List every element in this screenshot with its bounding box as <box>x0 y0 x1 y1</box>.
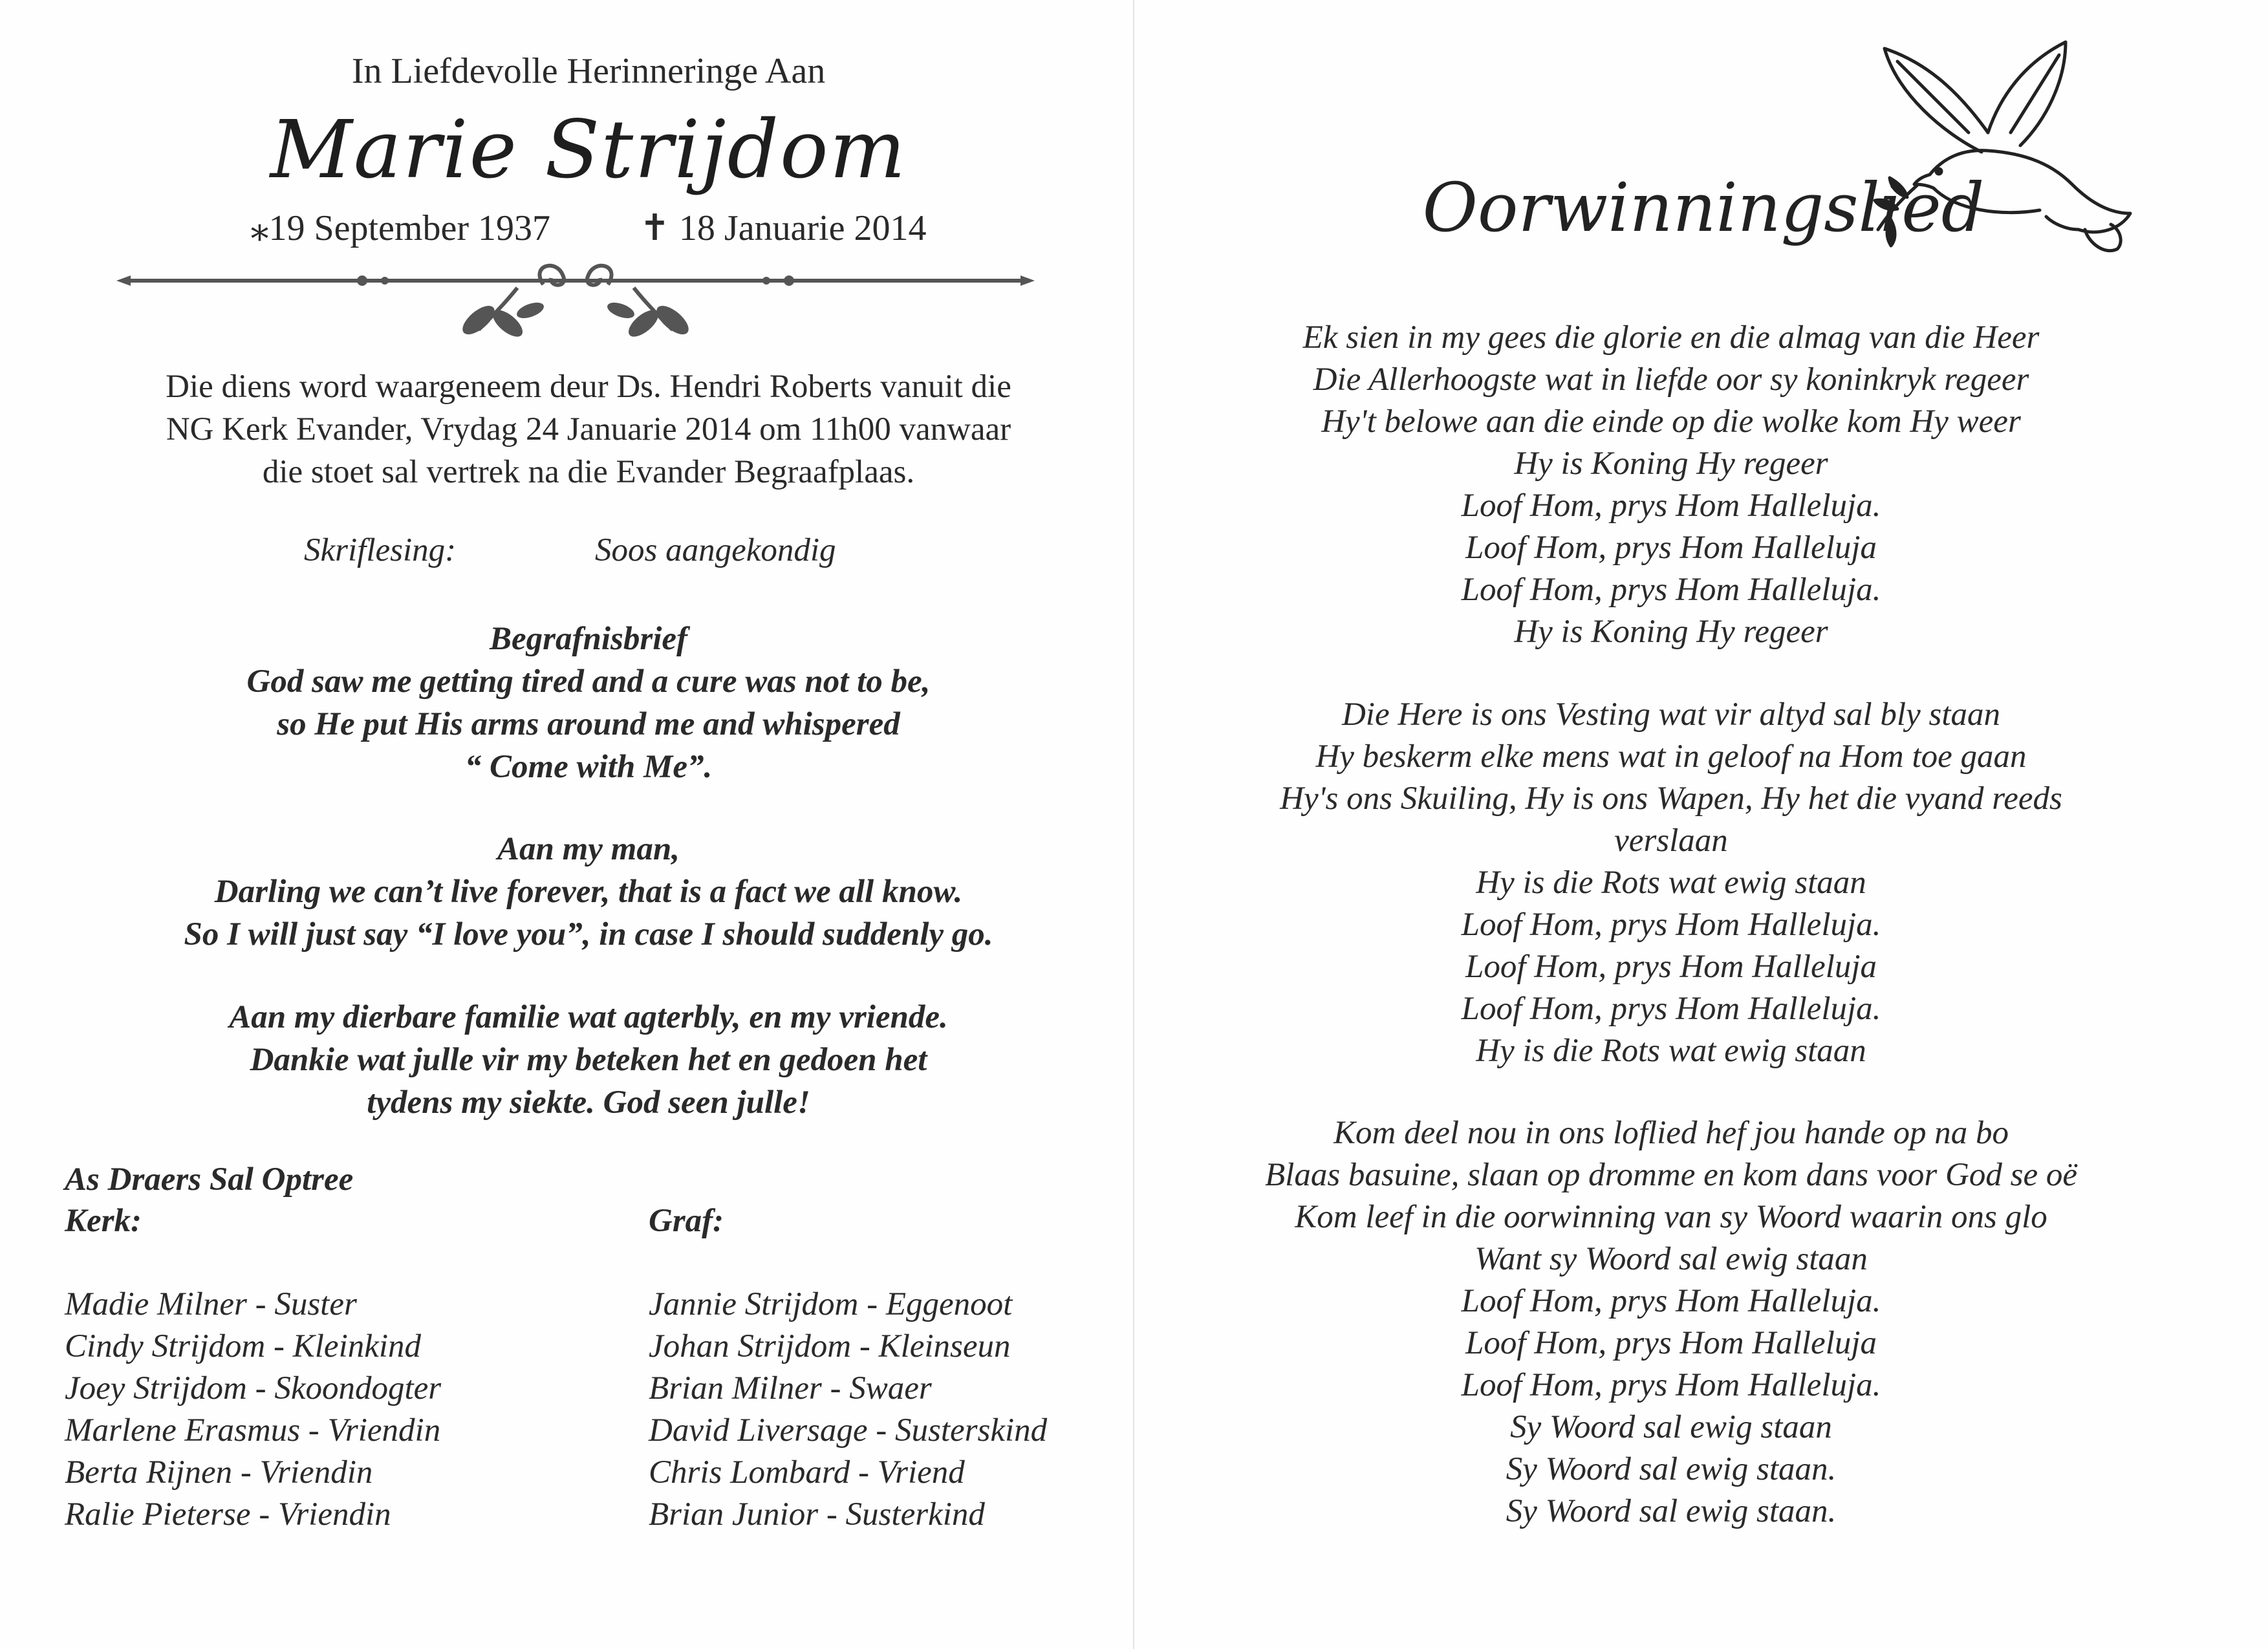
lyric-line: Hy is Koning Hy regeer <box>1514 446 1828 482</box>
pallbearers-title: As Draers Sal Optree <box>65 1161 354 1198</box>
grave-title: Graf: <box>649 1203 724 1239</box>
lyric-line: Hy't belowe aan die einde op die wolke kom Hy weer <box>1321 404 2021 440</box>
lyric-line: Sy Woord sal ewig staan. <box>1506 1493 1837 1529</box>
service-line: die stoet sal vertrek na die Evander Begraafplaas. <box>262 454 915 490</box>
birth-date: ⁎19 September 1937 <box>250 208 550 248</box>
list-item: Berta Rijnen - Vriendin <box>65 1454 373 1491</box>
lyric-line: Kom leef in die oorwinning van sy Woord waarin ons glo <box>1295 1199 2047 1235</box>
lyric-line: Loof Hom, prys Hom Halleluja. <box>1461 572 1881 608</box>
lyric-line: Hy's ons Skuiling, Hy is ons Wapen, Hy het die vyand reeds <box>1280 781 2062 817</box>
poem-line: Aan my man, <box>497 831 680 867</box>
poem-line: So I will just say “I love you”, in case I should suddenly go. <box>184 916 993 953</box>
poem-line: Darling we can’t live forever, that is a fact we all know. <box>214 874 963 910</box>
list-item: Ralie Pieterse - Vriendin <box>65 1496 391 1533</box>
life-dates <box>0 207 1177 249</box>
deceased-name: Marie Strijdom <box>270 103 907 197</box>
lyric-line: Die Here is ons Vesting wat vir altyd sal bly staan <box>1341 696 2001 733</box>
message-to-husband <box>65 828 1112 956</box>
lyric-line: Ek sien in my gees die glorie en die almag van die Heer <box>1302 319 2040 356</box>
poem-line: God saw me getting tired and a cure was not to be, <box>246 663 931 700</box>
poem-line: Aan my dierbare familie wat agterbly, en my vriende. <box>229 999 948 1035</box>
lyric-line: Loof Hom, prys Hom Halleluja. <box>1461 907 1881 943</box>
intro-line: In Liefdevolle Herinneringe Aan <box>351 51 826 91</box>
lyric-line: Hy is die Rots wat ewig staan <box>1476 865 1866 901</box>
poem-line: “ Come with Me”. <box>464 749 713 785</box>
lyric-line: Loof Hom, prys Hom Halleluja <box>1465 949 1877 985</box>
scripture-value: Soos aangekondig <box>595 532 836 568</box>
service-details <box>65 365 1112 493</box>
ornament-divider-icon <box>116 259 1035 356</box>
lyric-line: Hy is Koning Hy regeer <box>1514 614 1828 650</box>
poem-line: so He put His arms around me and whispered <box>277 706 900 742</box>
list-item: Madie Milner - Suster <box>65 1286 357 1322</box>
lyric-line: verslaan <box>1614 823 1728 859</box>
left-panel <box>0 0 1133 1649</box>
pallbearers-heading <box>65 1159 353 1242</box>
right-panel <box>1134 0 2268 1649</box>
funeral-letter <box>65 618 1112 788</box>
message-to-family <box>65 996 1112 1124</box>
song-verse-1 <box>1173 317 2169 653</box>
poem-line: Dankie wat julle vir my beteken het en gedoen het <box>250 1042 927 1078</box>
list-item: Brian Milner - Swaer <box>649 1370 932 1406</box>
lyric-line: Loof Hom, prys Hom Halleluja. <box>1461 991 1881 1027</box>
poem-line: tydens my siekte. God seen julle! <box>367 1084 810 1121</box>
lyric-line: Want sy Woord sal ewig staan <box>1474 1241 1868 1277</box>
song-verse-2 <box>1173 694 2169 1072</box>
song-title: Oorwinningslied <box>1422 168 1985 247</box>
lyric-line: Loof Hom, prys Hom Halleluja <box>1465 530 1877 566</box>
lyric-line: Loof Hom, prys Hom Halleluja <box>1465 1325 1877 1361</box>
scripture-row <box>304 532 836 569</box>
scripture-label: Skriflesing: <box>304 532 457 568</box>
lyric-line: Die Allerhoogste wat in liefde oor sy koninkryk regeer <box>1313 361 2029 398</box>
lyric-line: Sy Woord sal ewig staan. <box>1506 1451 1837 1487</box>
list-item: David Liversage - Susterskind <box>649 1412 1048 1449</box>
lyric-line: Kom deel nou in ons loflied hef jou hande op na bo <box>1334 1115 2009 1151</box>
list-item: Chris Lombard - Vriend <box>649 1454 965 1491</box>
lyric-line: Hy beskerm elke mens wat in geloof na Hom toe gaan <box>1315 738 2027 775</box>
list-item: Cindy Strijdom - Kleinkind <box>65 1328 422 1364</box>
lyric-line: Loof Hom, prys Hom Halleluja. <box>1461 1283 1881 1319</box>
list-item: Jannie Strijdom - Eggenoot <box>649 1286 1013 1322</box>
list-item: Johan Strijdom - Kleinseun <box>649 1328 1011 1364</box>
service-line: Die diens word waargeneem deur Ds. Hendri Roberts vanuit die <box>166 369 1011 405</box>
lyric-line: Loof Hom, prys Hom Halleluja. <box>1461 488 1881 524</box>
lyric-line: Sy Woord sal ewig staan <box>1510 1409 1832 1445</box>
song-verse-3 <box>1173 1112 2169 1533</box>
death-date: ✝ 18 Januarie 2014 <box>639 208 927 248</box>
lyric-line: Hy is die Rots wat ewig staan <box>1476 1033 1866 1069</box>
lyric-line: Blaas basuine, slaan op dromme en kom dans voor God se oë <box>1265 1157 2077 1193</box>
service-line: NG Kerk Evander, Vrydag 24 Januarie 2014 om 11h00 vanwaar <box>166 411 1011 447</box>
church-bearers-list <box>65 1284 441 1536</box>
church-title: Kerk: <box>65 1203 142 1239</box>
list-item: Brian Junior - Susterkind <box>649 1496 985 1533</box>
lyric-line: Loof Hom, prys Hom Halleluja. <box>1461 1367 1881 1403</box>
list-item: Joey Strijdom - Skoondogter <box>65 1370 442 1406</box>
grave-bearers-list <box>649 1284 1047 1536</box>
list-item: Marlene Erasmus - Vriendin <box>65 1412 441 1449</box>
funeral-letter-title: Begrafnisbrief <box>490 621 687 657</box>
